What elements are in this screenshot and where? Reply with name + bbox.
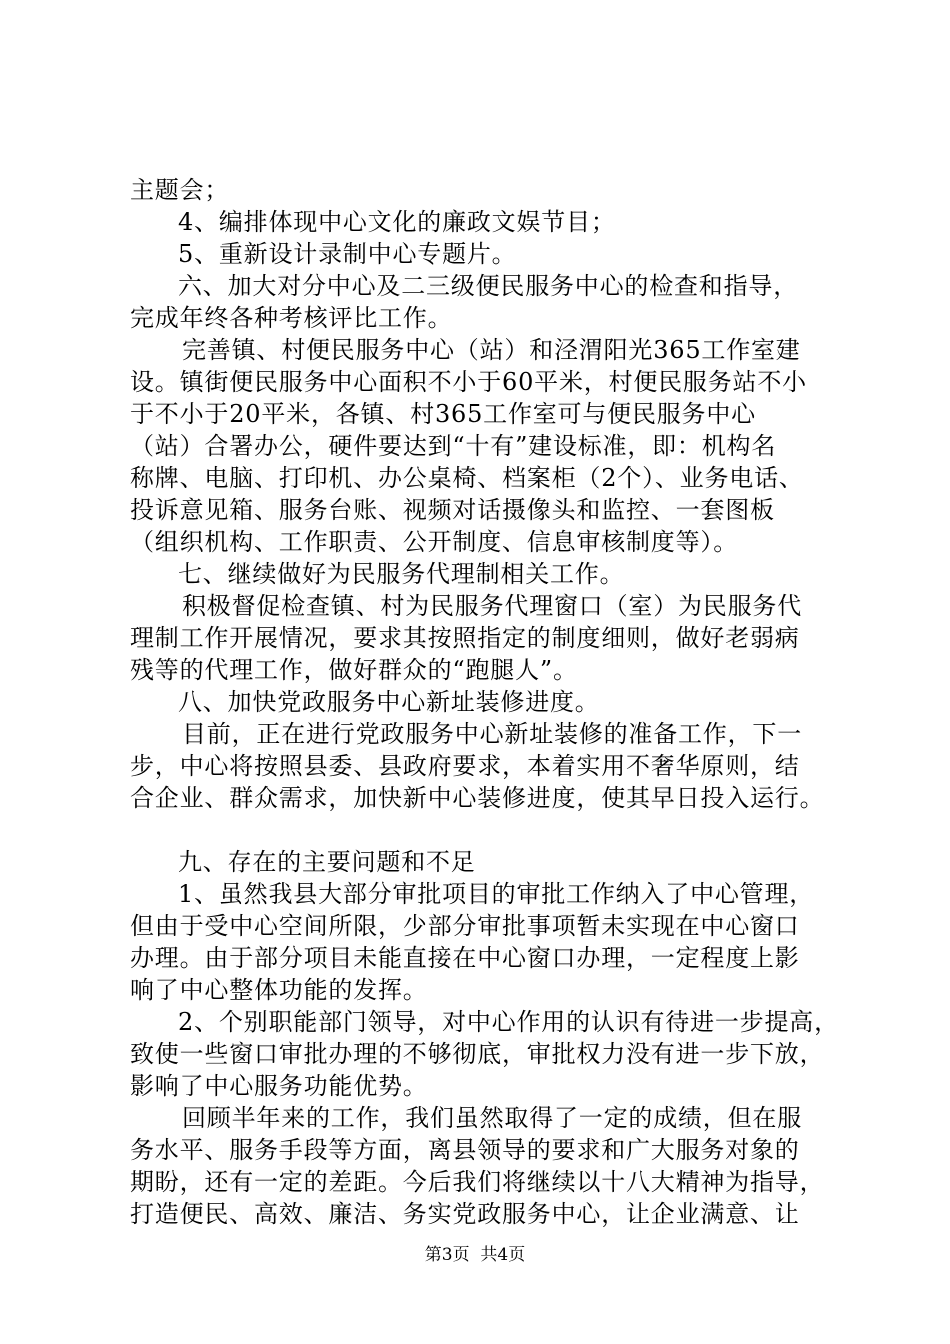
body-text-line: 投诉意见箱、服务台账、视频对话摄像头和监控、一套图板 (130, 496, 775, 524)
body-text-line: 于不小于20平米，各镇、村365工作室可与便民服务中心 (130, 400, 756, 428)
body-text-line: 办理。由于部分项目未能直接在中心窗口办理，一定程度上影 (130, 944, 800, 972)
body-text-line: 积极督促检查镇、村为民服务代理窗口（室）为民服务代 (182, 592, 802, 620)
list-item: 5、重新设计录制中心专题片。 (178, 240, 517, 268)
body-text-line: （站）合署办公，硬件要达到“十有”建设标准，即：机构名 (130, 432, 777, 460)
section-heading: 六、加大对分中心及二三级便民服务中心的检查和指导， (178, 272, 798, 300)
body-text-line: 步，中心将按照县委、县政府要求，本着实用不奢华原则，结 (130, 752, 800, 780)
list-item: 1、虽然我县大部分审批项目的审批工作纳入了中心管理， (178, 880, 815, 908)
body-text-line: 完善镇、村便民服务中心（站）和泾渭阳光365工作室建 (182, 336, 801, 364)
body-text-line: 致使一些窗口审批办理的不够彻底，审批权力没有进一步下放， (130, 1040, 825, 1068)
body-text-line: 打造便民、高效、廉洁、务实党政服务中心，让企业满意、让 (130, 1200, 800, 1228)
body-text-line: 目前，正在进行党政服务中心新址装修的准备工作，下一 (182, 720, 802, 748)
section-heading: 九、存在的主要问题和不足 (178, 848, 476, 876)
body-text-line: 期盼，还有一定的差距。今后我们将继续以十八大精神为指导， (130, 1168, 825, 1196)
section-heading-continued: 完成年终各种考核评比工作。 (130, 304, 453, 332)
body-text-line: 理制工作开展情况，要求其按照指定的制度细则，做好老弱病 (130, 624, 800, 652)
body-text-line: （组织机构、工作职责、公开制度、信息审核制度等）。 (130, 528, 738, 556)
page-number-footer: 第3页 共4页 (424, 1245, 526, 1265)
body-text-line: 主题会； (130, 176, 230, 204)
section-heading: 七、继续做好为民服务代理制相关工作。 (178, 560, 625, 588)
body-text-line: 但由于受中心空间所限，少部分审批事项暂未实现在中心窗口 (130, 912, 800, 940)
body-text-line: 合企业、群众需求，加快新中心装修进度，使其早日投入运行。 (130, 784, 825, 812)
body-text-line: 回顾半年来的工作，我们虽然取得了一定的成绩，但在服 (182, 1104, 802, 1132)
section-heading: 八、加快党政服务中心新址装修进度。 (178, 688, 600, 716)
body-text-line: 响了中心整体功能的发挥。 (130, 976, 428, 1004)
body-text-line: 务水平、服务手段等方面，离县领导的要求和广大服务对象的 (130, 1136, 800, 1164)
body-text-line: 称牌、电脑、打印机、办公桌椅、档案柜（2个）、业务电话、 (130, 464, 804, 492)
body-text-line: 影响了中心服务功能优势。 (130, 1072, 428, 1100)
body-text-line: 残等的代理工作，做好群众的“跑腿人”。 (130, 656, 578, 684)
list-item: 2、个别职能部门领导，对中心作用的认识有待进一步提高， (178, 1008, 839, 1036)
body-text-line: 设。镇街便民服务中心面积不小于60平米，村便民服务站不小 (130, 368, 807, 396)
list-item: 4、编排体现中心文化的廉政文娱节目； (178, 208, 616, 236)
